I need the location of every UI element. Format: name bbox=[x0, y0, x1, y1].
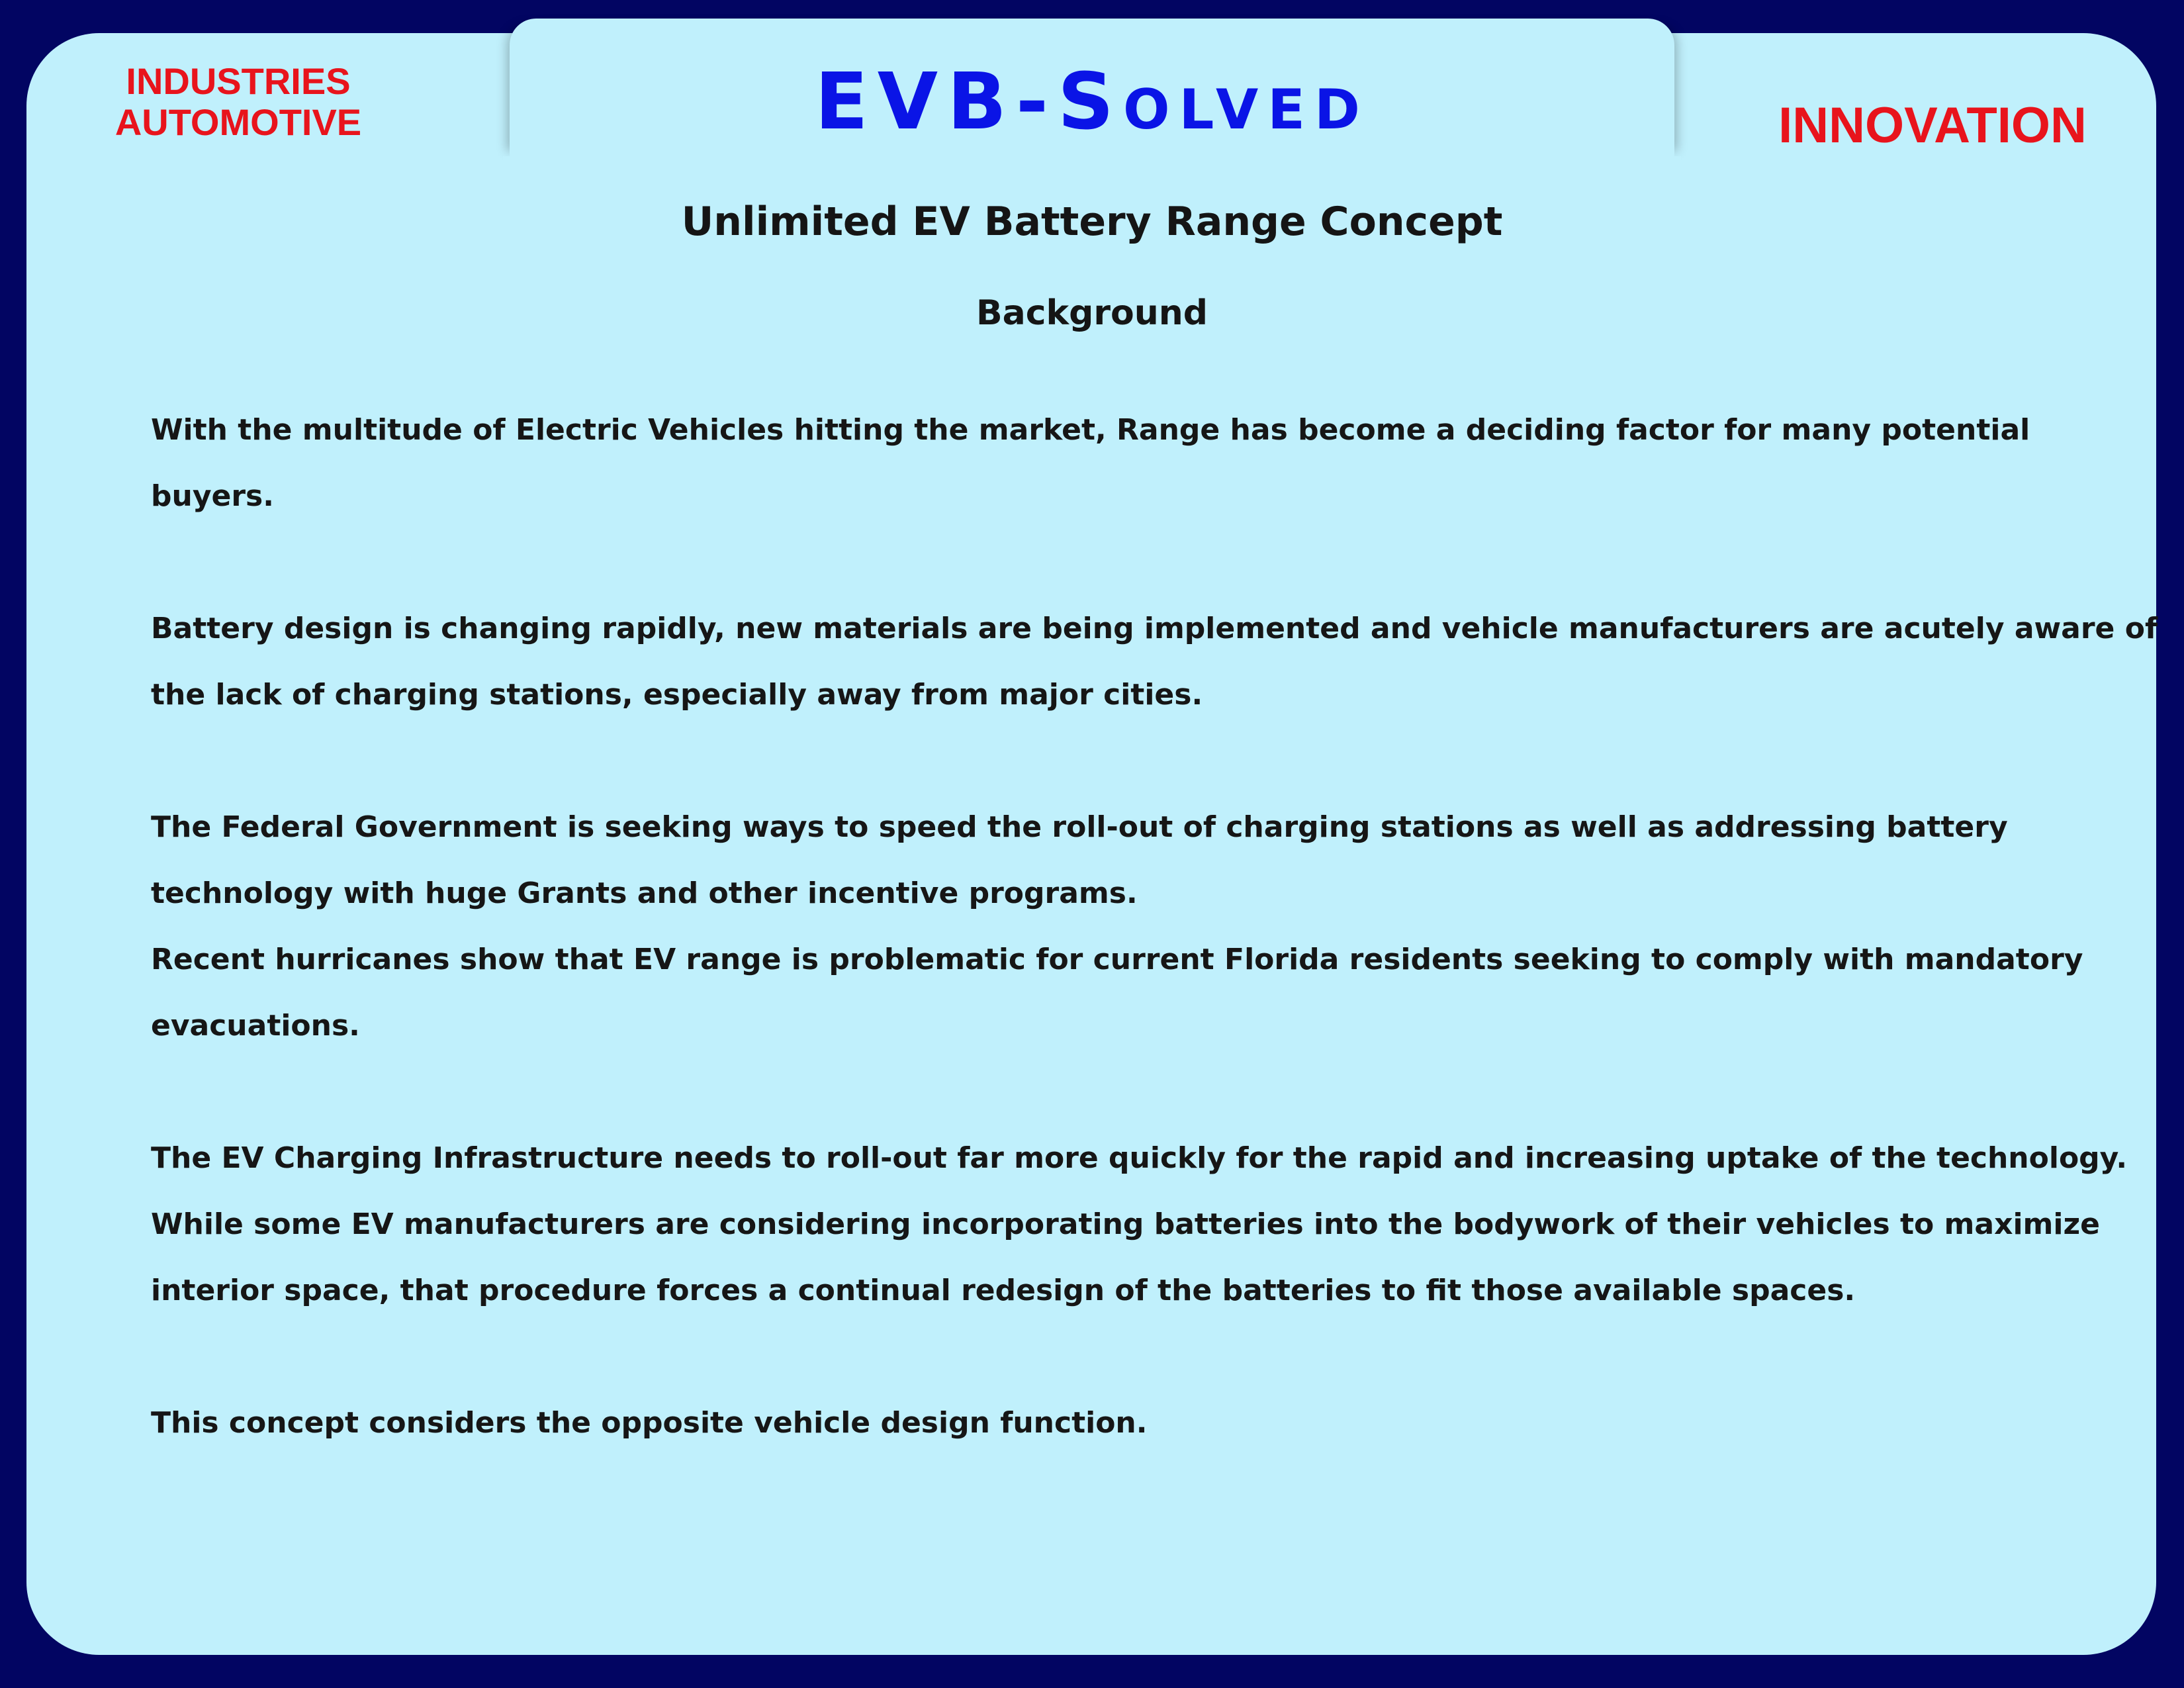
paragraph-line: The Federal Government is seeking ways to speed the roll-out of charging stations as well as addressing battery bbox=[151, 810, 2008, 844]
paragraph-line: Battery design is changing rapidly, new materials are being implemented and vehicle manufacturers are acutely aware of bbox=[151, 612, 2158, 645]
body-paragraph-5 bbox=[151, 1390, 2057, 1456]
paragraph-line: technology with huge Grants and other incentive programs. bbox=[151, 876, 1138, 910]
paragraph-line: evacuations. bbox=[151, 1009, 360, 1043]
paragraph-line: interior space, that procedure forces a continual redesign of the batteries to fit those available spaces. bbox=[151, 1274, 1856, 1307]
paragraph-line: Recent hurricanes show that EV range is problematic for current Florida residents seeking to comply with mandatory bbox=[151, 943, 2083, 976]
paragraph-line: While some EV manufacturers are considering incorporating batteries into the bodywork of their vehicles to maximize bbox=[151, 1207, 2100, 1241]
industry-label-line1: INDUSTRIES bbox=[126, 60, 351, 102]
paragraph-line: The EV Charging Infrastructure needs to roll-out far more quickly for the rapid and increasing uptake of the technology. bbox=[151, 1141, 2128, 1175]
body-paragraph-3 bbox=[151, 794, 2083, 1059]
body-paragraph-1 bbox=[151, 397, 2057, 530]
paragraph-line: With the multitude of Electric Vehicles hitting the market, Range has become a deciding factor for many potential bbox=[151, 413, 2030, 447]
industry-label-line2: AUTOMOTIVE bbox=[114, 101, 362, 143]
paragraph-line: the lack of charging stations, especially away from major cities. bbox=[151, 678, 1203, 712]
innovation-label: INNOVATION bbox=[1778, 97, 2087, 154]
document-subtitle: Background bbox=[976, 293, 1208, 333]
brand-title: EVB-Solved bbox=[815, 56, 1369, 147]
paragraph-line: buyers. bbox=[151, 479, 274, 513]
body-paragraph-4 bbox=[151, 1125, 2128, 1324]
title-tab-base bbox=[503, 156, 1681, 183]
industry-label bbox=[73, 61, 404, 143]
body-paragraph-2 bbox=[151, 596, 2158, 728]
paragraph-line: This concept considers the opposite vehicle design function. bbox=[151, 1406, 1148, 1440]
document-title: Unlimited EV Battery Range Concept bbox=[681, 199, 1503, 245]
